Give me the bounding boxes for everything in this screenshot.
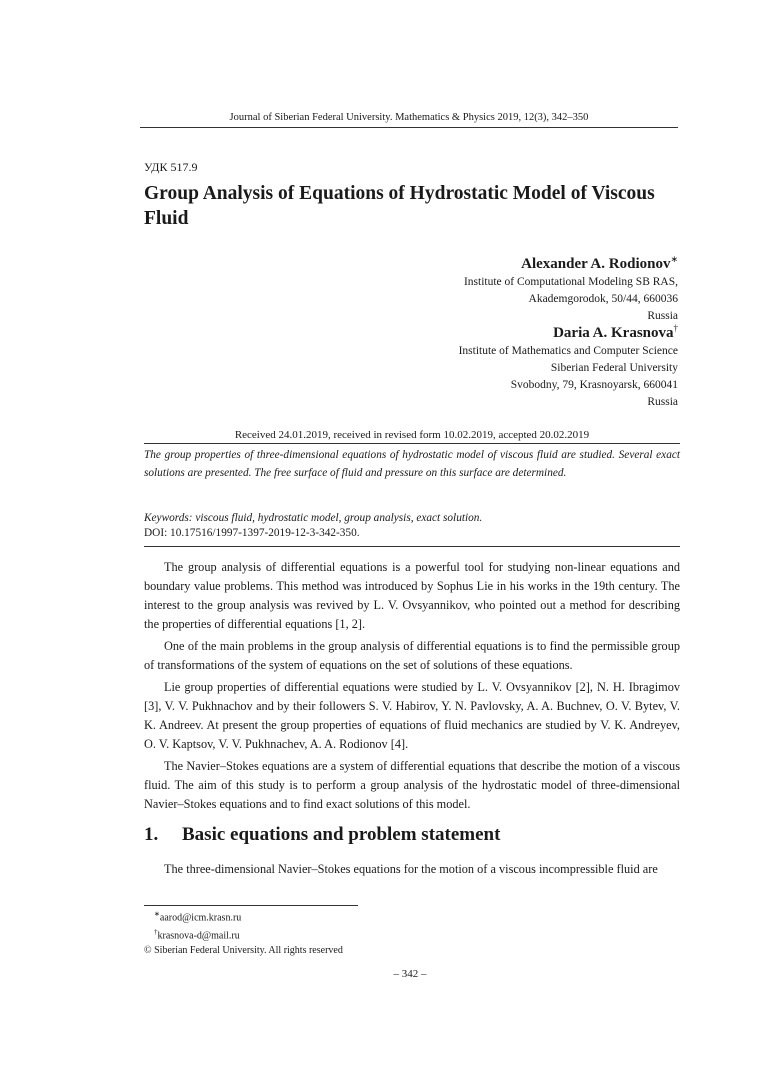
received-dates: Received 24.01.2019, received in revised form 10.02.2019, accepted 20.02.2019 xyxy=(234,429,590,441)
doi-rule xyxy=(144,546,680,547)
section-1-body xyxy=(144,860,680,882)
abstract-rule xyxy=(144,443,680,444)
intro-paragraph: The group analysis of differential equations is a powerful tool for studying non-linear equations and boundary value problems. This method was introduced by Sophus Lie in his works in the 19th century. The interest to the group analysis was revived by L. V. Ovsyannikov, who pointed out a method for describing the properties of differential equations [1, 2]. xyxy=(144,560,680,631)
author-1-affiliation-line: Akademgorodok, 50/44, 660036 xyxy=(528,293,678,305)
section-1-number: 1. xyxy=(144,824,159,845)
author-1-block xyxy=(464,249,678,325)
introduction xyxy=(144,558,680,817)
author-2-affiliation-line: Russia xyxy=(647,396,678,408)
header-rule xyxy=(140,127,678,128)
abstract: The group properties of three-dimensional equations of hydrostatic model of viscous fluid are studied. Several exact solutions are presented. The free surface of fluid and pressure on this surface are determined. xyxy=(144,449,680,479)
author-1-name: Alexander A. Rodionov∗ xyxy=(521,254,678,272)
journal-header: Journal of Siberian Federal University. Mathematics & Physics 2019, 12(3), 342–350 xyxy=(229,112,589,123)
author-2-affiliation-line: Siberian Federal University xyxy=(550,362,678,374)
footnote-1: ∗aarod@icm.krasn.ru xyxy=(154,910,242,924)
intro-paragraph: Lie group properties of differential equations were studied by L. V. Ovsyannikov [2], N. H. Ibragimov [3], V. V. Pukhnachov and by their followers S. V. Habirov, Y. N. Pavlovsky, A. A. Buchnev, O. V. Bytev, V. K. Andreev. At present the group properties of equations of fluid mechanics are studied by V. K. Andreyev, O. V. Kaptsov, V. V. Pukhnachev, A. A. Rodionov [4]. xyxy=(144,680,680,751)
intro-paragraph: One of the main problems in the group analysis of differential equations is to find the permissible group of transformations of the system of equations on the set of solutions of these equations. xyxy=(144,639,680,672)
author-1-affiliation-line: Russia xyxy=(647,310,678,322)
footnotes xyxy=(144,907,343,958)
author-2-block xyxy=(459,318,678,411)
section-1-heading xyxy=(144,824,500,846)
footnote-rule xyxy=(144,905,358,906)
section-1-paragraph: The three-dimensional Navier–Stokes equations for the motion of a viscous incompressible fluid are xyxy=(164,862,658,876)
udk-code: УДК 517.9 xyxy=(144,160,198,174)
doi: DOI: 10.17516/1997-1397-2019-12-3-342-350. xyxy=(144,527,360,539)
footnote-2: †krasnova-d@mail.ru xyxy=(154,928,240,942)
author-1-affiliation-line: Institute of Computational Modeling SB RAS, xyxy=(463,276,678,288)
section-1-title: Basic equations and problem statement xyxy=(182,824,501,845)
page-number: – 342 – xyxy=(393,968,427,980)
paper-title: Group Analysis of Equations of Hydrostatic Model of Viscous Fluid xyxy=(144,183,655,229)
keywords: Keywords: viscous fluid, hydrostatic model, group analysis, exact solution. xyxy=(144,512,483,524)
author-2-affiliation-line: Svobodny, 79, Krasnoyarsk, 660041 xyxy=(510,379,678,391)
author-2-name: Daria A. Krasnova† xyxy=(553,323,678,341)
intro-paragraph: The Navier–Stokes equations are a system of differential equations that describe the motion of a viscous fluid. The aim of this study is to perform a group analysis of the hydrostatic model of three-dimensional Navier–Stokes equations and to find exact solutions of this model. xyxy=(144,759,680,811)
author-2-affiliation-line: Institute of Mathematics and Computer Science xyxy=(458,345,678,357)
copyright: © Siberian Federal University. All rights reserved xyxy=(144,944,343,956)
